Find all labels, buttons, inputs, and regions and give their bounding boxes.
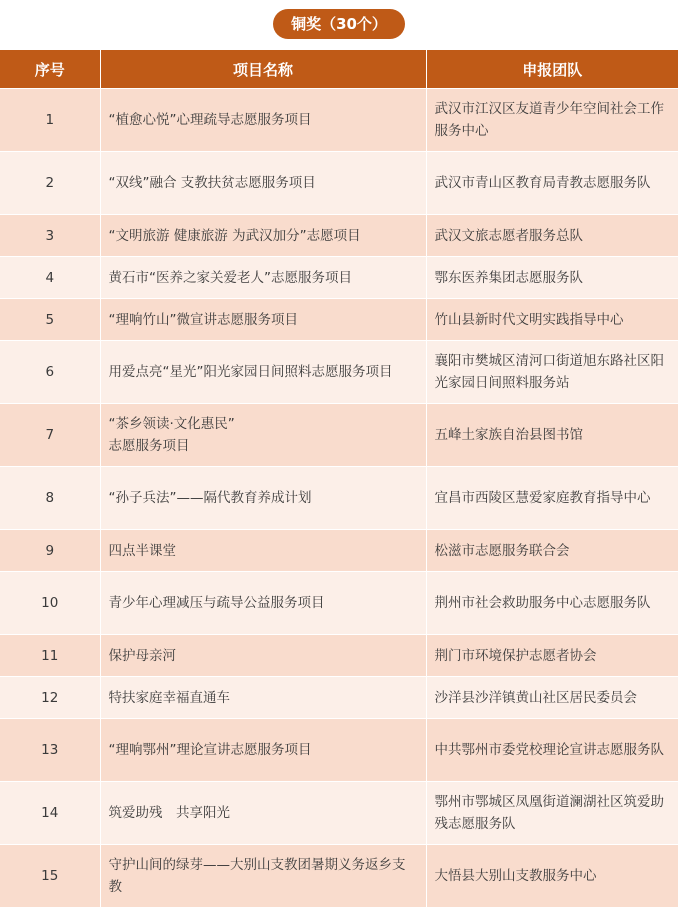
cell-project: 筑爱助残 共享阳光 [100, 782, 426, 845]
cell-project: 四点半课堂 [100, 530, 426, 572]
cell-num: 8 [0, 467, 100, 530]
cell-num: 14 [0, 782, 100, 845]
table-row [0, 845, 678, 908]
cell-num: 2 [0, 152, 100, 215]
cell-project: “理响竹山”微宣讲志愿服务项目 [100, 299, 426, 341]
cell-num: 13 [0, 719, 100, 782]
header-num: 序号 [0, 50, 100, 89]
cell-project: 用爱点亮“星光”阳光家园日间照料志愿服务项目 [100, 341, 426, 404]
cell-team: 荆州市社会救助服务中心志愿服务队 [426, 572, 678, 635]
cell-project: 黄石市“医养之家关爱老人”志愿服务项目 [100, 257, 426, 299]
cell-project: “文明旅游 健康旅游 为武汉加分”志愿项目 [100, 215, 426, 257]
table-header-row [0, 50, 678, 89]
table-row [0, 341, 678, 404]
cell-team: 大悟县大别山支教服务中心 [426, 845, 678, 908]
cell-project: “植愈心悦”心理疏导志愿服务项目 [100, 89, 426, 152]
table-row [0, 782, 678, 845]
cell-num: 1 [0, 89, 100, 152]
table-row [0, 215, 678, 257]
table-row [0, 635, 678, 677]
cell-project: 守护山间的绿芽——大别山支教团暑期义务返乡支教 [100, 845, 426, 908]
table-row [0, 89, 678, 152]
cell-project: 青少年心理减压与疏导公益服务项目 [100, 572, 426, 635]
cell-num: 3 [0, 215, 100, 257]
cell-num: 5 [0, 299, 100, 341]
table-row [0, 677, 678, 719]
cell-team: 武汉文旅志愿者服务总队 [426, 215, 678, 257]
cell-project: “茶乡领读·文化惠民” 志愿服务项目 [100, 404, 426, 467]
table-row [0, 257, 678, 299]
cell-team: 竹山县新时代文明实践指导中心 [426, 299, 678, 341]
cell-team: 中共鄂州市委党校理论宣讲志愿服务队 [426, 719, 678, 782]
cell-team: 宜昌市西陵区慧爱家庭教育指导中心 [426, 467, 678, 530]
cell-project: “理响鄂州”理论宣讲志愿服务项目 [100, 719, 426, 782]
table-row [0, 299, 678, 341]
cell-project: 特扶家庭幸福直通车 [100, 677, 426, 719]
awards-table [0, 50, 678, 907]
section-title-wrap [0, 0, 678, 50]
header-project: 项目名称 [100, 50, 426, 89]
cell-team: 襄阳市樊城区清河口街道旭东路社区阳光家园日间照料服务站 [426, 341, 678, 404]
cell-team: 武汉市青山区教育局青教志愿服务队 [426, 152, 678, 215]
cell-num: 6 [0, 341, 100, 404]
cell-project: “双线”融合 支教扶贫志愿服务项目 [100, 152, 426, 215]
cell-num: 7 [0, 404, 100, 467]
cell-team: 五峰土家族自治县图书馆 [426, 404, 678, 467]
cell-team: 鄂东医养集团志愿服务队 [426, 257, 678, 299]
cell-num: 11 [0, 635, 100, 677]
cell-team: 鄂州市鄂城区凤凰街道澜湖社区筑爱助残志愿服务队 [426, 782, 678, 845]
cell-num: 10 [0, 572, 100, 635]
table-row [0, 467, 678, 530]
cell-num: 4 [0, 257, 100, 299]
table-row [0, 572, 678, 635]
cell-project: “孙子兵法”——隔代教育养成计划 [100, 467, 426, 530]
cell-num: 15 [0, 845, 100, 908]
cell-team: 沙洋县沙洋镇黄山社区居民委员会 [426, 677, 678, 719]
table-row [0, 530, 678, 572]
table-row [0, 404, 678, 467]
cell-project: 保护母亲河 [100, 635, 426, 677]
header-team: 申报团队 [426, 50, 678, 89]
table-row [0, 719, 678, 782]
cell-num: 9 [0, 530, 100, 572]
cell-team: 荆门市环境保护志愿者协会 [426, 635, 678, 677]
cell-team: 武汉市江汉区友道青少年空间社会工作服务中心 [426, 89, 678, 152]
cell-num: 12 [0, 677, 100, 719]
cell-team: 松滋市志愿服务联合会 [426, 530, 678, 572]
section-title: 铜奖（30个） [273, 9, 405, 39]
table-row [0, 152, 678, 215]
